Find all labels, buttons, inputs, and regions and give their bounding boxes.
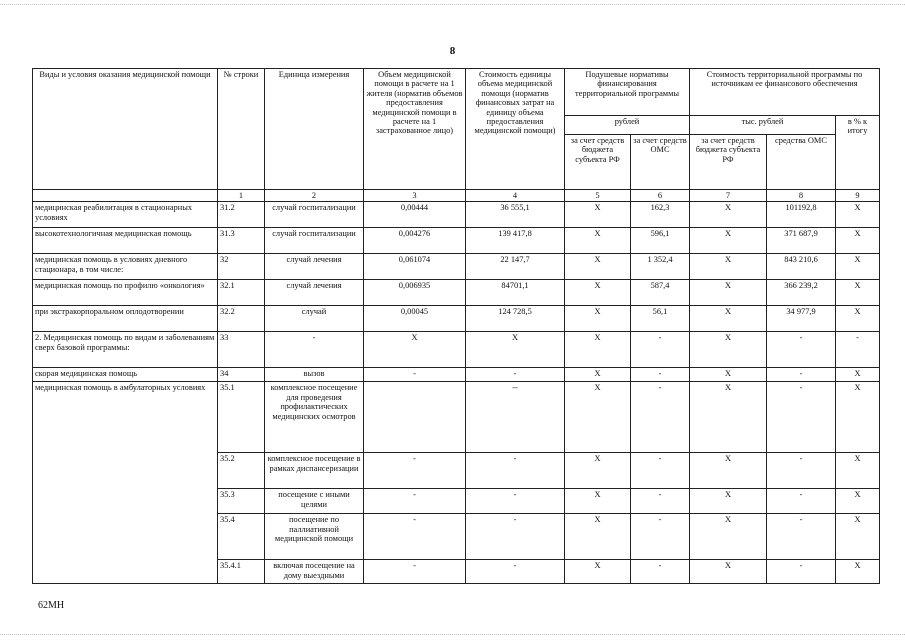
unit-cost: 139 417,8 xyxy=(466,228,565,254)
budget-thousand: X xyxy=(690,228,767,254)
line-number: 31.3 xyxy=(218,228,265,254)
unit-cost: X xyxy=(466,332,565,368)
column-number: 2 xyxy=(265,190,364,202)
unit: случай лечения xyxy=(265,254,364,280)
header-per-capita-norms: Подушевые нормативы финансирования территориальной программы xyxy=(565,69,690,116)
budget-rub: X xyxy=(565,306,631,332)
header-oms-thousand: средства ОМС xyxy=(767,135,836,190)
volume: - xyxy=(364,453,466,489)
unit-cost: - xyxy=(466,489,565,514)
unit-cost: -- xyxy=(466,382,565,453)
unit: посещение по паллиативной медицинской помощи xyxy=(265,514,364,560)
volume: 0,004276 xyxy=(364,228,466,254)
budget-rub: X xyxy=(565,368,631,382)
unit-cost: - xyxy=(466,453,565,489)
oms-thousand: - xyxy=(767,368,836,382)
budget-thousand: X xyxy=(690,254,767,280)
care-type: высокотехнологичная медицинская помощь xyxy=(33,228,218,254)
header-line-number: № строки xyxy=(218,69,265,190)
budget-rub: X xyxy=(565,560,631,584)
volume: 0,006935 xyxy=(364,280,466,306)
budget-rub: X xyxy=(565,382,631,453)
table-row xyxy=(33,202,880,228)
unit: посещение с иными целями xyxy=(265,489,364,514)
table-row xyxy=(33,332,880,368)
oms-rub: - xyxy=(631,332,690,368)
table-row xyxy=(33,280,880,306)
percent-total: X xyxy=(836,280,880,306)
table-row xyxy=(33,228,880,254)
medical-care-table xyxy=(32,68,880,584)
line-number: 34 xyxy=(218,368,265,382)
budget-thousand: X xyxy=(690,453,767,489)
budget-thousand: X xyxy=(690,202,767,228)
care-type: при экстракорпоральном оплодотворении xyxy=(33,306,218,332)
oms-thousand: - xyxy=(767,382,836,453)
care-type: медицинская помощь по профилю «онкология» xyxy=(33,280,218,306)
unit: случай госпитализации xyxy=(265,202,364,228)
unit: случай xyxy=(265,306,364,332)
oms-rub: 1 352,4 xyxy=(631,254,690,280)
oms-rub: 587,4 xyxy=(631,280,690,306)
unit: комплексное посещение в рамках диспансеризации xyxy=(265,453,364,489)
unit-cost: 36 555,1 xyxy=(466,202,565,228)
oms-thousand: 366 239,2 xyxy=(767,280,836,306)
care-type: медицинская помощь в амбулаторных условиях xyxy=(33,382,218,584)
volume: 0,00045 xyxy=(364,306,466,332)
volume: 0,00444 xyxy=(364,202,466,228)
oms-thousand: - xyxy=(767,332,836,368)
column-number: 5 xyxy=(565,190,631,202)
volume: - xyxy=(364,368,466,382)
budget-thousand: X xyxy=(690,514,767,560)
oms-thousand: - xyxy=(767,453,836,489)
unit-cost: 124 728,5 xyxy=(466,306,565,332)
volume: - xyxy=(364,489,466,514)
unit: включая посещение на дому выездными xyxy=(265,560,364,584)
oms-thousand: 371 687,9 xyxy=(767,228,836,254)
column-number: 6 xyxy=(631,190,690,202)
oms-thousand: - xyxy=(767,560,836,584)
column-number-blank xyxy=(33,190,218,202)
oms-rub: - xyxy=(631,382,690,453)
oms-rub: - xyxy=(631,560,690,584)
budget-rub: X xyxy=(565,332,631,368)
unit-cost: 84701,1 xyxy=(466,280,565,306)
oms-rub: 596,1 xyxy=(631,228,690,254)
unit-cost: - xyxy=(466,514,565,560)
budget-rub: X xyxy=(565,514,631,560)
oms-rub: - xyxy=(631,489,690,514)
percent-total: - xyxy=(836,332,880,368)
percent-total: X xyxy=(836,368,880,382)
header-budget-thousand: за счет средств бюджета субъекта РФ xyxy=(690,135,767,190)
oms-thousand: - xyxy=(767,489,836,514)
header-rubles: рублей xyxy=(565,116,690,135)
page-number: 8 xyxy=(449,45,456,57)
line-number: 32 xyxy=(218,254,265,280)
oms-rub: - xyxy=(631,368,690,382)
table-row xyxy=(33,368,880,382)
oms-thousand: 34 977,9 xyxy=(767,306,836,332)
budget-thousand: X xyxy=(690,489,767,514)
line-number: 31.2 xyxy=(218,202,265,228)
oms-rub: - xyxy=(631,453,690,489)
oms-rub: 162,3 xyxy=(631,202,690,228)
unit: комплексное посещение для проведения профилактических медицинских осмотров xyxy=(265,382,364,453)
line-number: 32.1 xyxy=(218,280,265,306)
budget-thousand: X xyxy=(690,332,767,368)
header-budget-rub: за счет средств бюджета субъекта РФ xyxy=(565,135,631,190)
column-number: 7 xyxy=(690,190,767,202)
budget-thousand: X xyxy=(690,306,767,332)
budget-rub: X xyxy=(565,254,631,280)
budget-rub: X xyxy=(565,489,631,514)
column-number: 8 xyxy=(767,190,836,202)
percent-total: X xyxy=(836,489,880,514)
unit: случай лечения xyxy=(265,280,364,306)
header-program-cost: Стоимость территориальной программы по источникам ее финансового обеспечения xyxy=(690,69,880,116)
budget-thousand: X xyxy=(690,280,767,306)
care-type: медицинская помощь в условиях дневного стационара, в том числе: xyxy=(33,254,218,280)
table-row xyxy=(33,306,880,332)
line-number: 35.2 xyxy=(218,453,265,489)
header-volume: Объем медицинской помощи в расчете на 1 жителя (норматив объемов предоставления медицинской помощи в расчете на 1 застрахованное лицо) xyxy=(364,69,466,190)
percent-total: X xyxy=(836,453,880,489)
header-care-type: Виды и условия оказания медицинской помощи xyxy=(33,69,218,190)
column-number: 4 xyxy=(466,190,565,202)
percent-total: X xyxy=(836,202,880,228)
care-type: скорая медицинская помощь xyxy=(33,368,218,382)
percent-total: X xyxy=(836,228,880,254)
unit: - xyxy=(265,332,364,368)
percent-total: X xyxy=(836,382,880,453)
budget-thousand: X xyxy=(690,368,767,382)
volume: 0,061074 xyxy=(364,254,466,280)
oms-thousand: - xyxy=(767,514,836,560)
line-number: 33 xyxy=(218,332,265,368)
percent-total: X xyxy=(836,560,880,584)
oms-thousand: 843 210,6 xyxy=(767,254,836,280)
table-row xyxy=(33,382,880,453)
column-number: 9 xyxy=(836,190,880,202)
oms-thousand: 101192,8 xyxy=(767,202,836,228)
budget-thousand: X xyxy=(690,560,767,584)
column-number: 3 xyxy=(364,190,466,202)
header-unit: Единица измерения xyxy=(265,69,364,190)
line-number: 32.2 xyxy=(218,306,265,332)
budget-thousand: X xyxy=(690,382,767,453)
table-row xyxy=(33,254,880,280)
oms-rub: 56,1 xyxy=(631,306,690,332)
line-number: 35.1 xyxy=(218,382,265,453)
unit-cost: - xyxy=(466,560,565,584)
line-number: 35.4 xyxy=(218,514,265,560)
oms-rub: - xyxy=(631,514,690,560)
budget-rub: X xyxy=(565,202,631,228)
volume: X xyxy=(364,332,466,368)
header-thousand-rubles: тыс. рублей xyxy=(690,116,836,135)
care-type: медицинская реабилитация в стационарных условиях xyxy=(33,202,218,228)
header-oms-rub: за счет средств ОМС xyxy=(631,135,690,190)
percent-total: X xyxy=(836,254,880,280)
unit-cost: 22 147,7 xyxy=(466,254,565,280)
column-number: 1 xyxy=(218,190,265,202)
unit: случай госпитализации xyxy=(265,228,364,254)
percent-total: X xyxy=(836,514,880,560)
scan-edge-bottom xyxy=(0,634,905,635)
header-percent-total: в % к итогу xyxy=(836,116,880,190)
budget-rub: X xyxy=(565,453,631,489)
unit: вызов xyxy=(265,368,364,382)
unit-cost: - xyxy=(466,368,565,382)
budget-rub: X xyxy=(565,280,631,306)
budget-rub: X xyxy=(565,228,631,254)
line-number: 35.3 xyxy=(218,489,265,514)
volume: - xyxy=(364,514,466,560)
percent-total: X xyxy=(836,306,880,332)
document-code: 62МН xyxy=(38,600,65,611)
line-number: 35.4.1 xyxy=(218,560,265,584)
header-unit-cost: Стоимость единицы объема медицинской помощи (норматив финансовых затрат на единицу объема предоставления медицинской помощи) xyxy=(466,69,565,190)
scan-edge-top xyxy=(0,4,905,5)
care-type: 2. Медицинская помощь по видам и заболеваниям сверх базовой программы: xyxy=(33,332,218,368)
volume xyxy=(364,382,466,453)
volume: - xyxy=(364,560,466,584)
